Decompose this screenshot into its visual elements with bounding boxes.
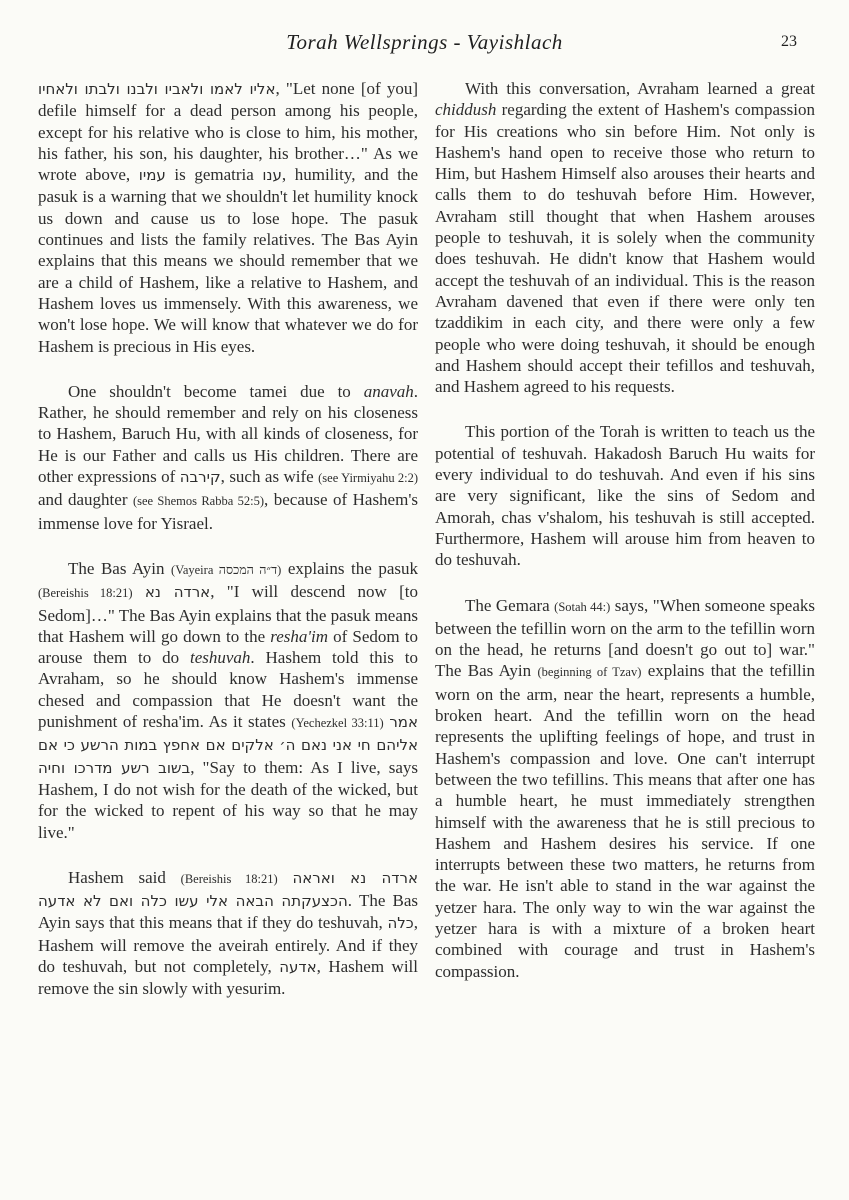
citation: (Yechezkel 33:11) — [291, 716, 384, 731]
hebrew-text: קירבה — [179, 468, 221, 487]
body-text: , because of Hashem's immense love for Yisrael. — [38, 490, 419, 533]
body-text: explains the pasuk — [281, 558, 418, 578]
hebrew-text: אמר אליהם חי אני נאם ה׳ אלקים אם אחפץ במות הרשע כי אם בשוב רשע מדרכו וחיה — [38, 713, 419, 777]
body-text: This portion of the Torah is written to teach us the potential of teshuvah. Hakadosh Baruch Hu waits for every individual to do teshuvah. And even if his sins are very significant, like the sins of Sedom and Amorah, chas v'shalom, his teshuvah is still accepted. Furthermore, Hashem will arouse him from heaven to do teshuvah. — [435, 422, 815, 570]
citation: (Vayeira ד״ה המכסה) — [171, 562, 282, 577]
body-text: , "Say to them: As I live, says Hashem, I do not wish for the death of the wicked, but for the wicked to repent of his way so that he may live." — [38, 757, 419, 842]
body-text: The Gemara — [465, 595, 555, 615]
citation: (see Yirmiyahu 2:2) — [318, 471, 419, 486]
body-text: chiddush — [435, 100, 497, 120]
body-text: is gematria — [165, 165, 263, 185]
body-text: The Bas Ayin — [68, 558, 172, 578]
body-text: of Sedom to arouse them to do — [38, 626, 418, 668]
left-column — [38, 78, 418, 1000]
body-text: resha'im — [270, 626, 329, 646]
citation: (beginning of Tzav) — [537, 665, 642, 680]
body-text: . Hashem told this to Avraham, so he should know Hashem's immense chesed and compassion that He doesn't want the punishment of resha'im. As it states — [38, 648, 418, 732]
citation: (Bereishis 18:21) — [38, 586, 133, 601]
body-text: says, "When someone speaks between the tefillin worn on the arm to the tefillin worn on the head, he returns [and doesn't go out to] war." The Bas Ayin — [435, 595, 815, 681]
paragraph — [435, 421, 815, 570]
citation: (Bereishis 18:21) — [180, 871, 278, 886]
body-text: teshuvah — [189, 648, 251, 668]
hebrew-text: אליו לאמו ולאביו ולבנו ולבתו ולאחיו — [38, 80, 276, 98]
paragraph — [38, 867, 418, 1000]
body-text: One shouldn't become tamei due to — [68, 381, 364, 401]
paragraph — [38, 78, 418, 357]
body-text: , "I will descend now [to Sedom]…" The Bas Ayin explains that the pasuk means that Hashem will go down to the — [38, 582, 418, 646]
page-header — [0, 0, 849, 58]
hebrew-text: אדעה — [279, 957, 317, 976]
citation: (Sotah 44:) — [554, 599, 611, 614]
body-text — [133, 582, 145, 601]
body-text — [278, 868, 293, 887]
hebrew-text: ענו — [262, 166, 282, 185]
text-columns — [0, 58, 849, 1000]
body-text: . Rather, he should remember and rely on his closeness to Hashem, Baruch Hu, with all kinds of closeness, for He is our Father and calls us His children. There are other expressions of — [38, 381, 418, 487]
page-title: Torah Wellsprings - Vayishlach — [286, 30, 563, 54]
body-text: , such as wife — [220, 467, 319, 487]
body-text: explains that the tefillin worn on the arm, near the heart, represents a humble, broken heart. And the tefillin worn on the head represents the uplifting feelings of hope, and trust in Hashem's compassion and love. One can't interrupt between the two tefillins. This means that after one has a humble heart, he must immediately strengthen himself with the awareness that he is still precious to Hashem and Hashem desires his service. If one interrupts between these two matters, he returns from the war. He isn't able to stand in the war against the yetzer hara. The only way to win the war against the yetzer hara is with a mixture of a broken heart combined with courage and trust in Hashem's compassion. — [435, 661, 815, 981]
hebrew-text: כלה — [387, 914, 414, 933]
page-number: 23 — [781, 33, 797, 50]
hebrew-text: ארדה נא — [144, 583, 211, 602]
citation: (see Shemos Rabba 52:5) — [132, 494, 265, 509]
paragraph — [435, 78, 815, 397]
body-text: Hashem said — [68, 867, 181, 887]
hebrew-text: עמיו — [138, 166, 166, 185]
paragraph — [38, 558, 418, 843]
body-text: and daughter — [38, 490, 133, 510]
body-text: . The Bas Ayin says that this means that if they do teshuvah, — [38, 891, 418, 933]
hebrew-text: ארדה נא ואראה הכצעקתה הבאה אלי עשו כלה ואם לא אדעה — [38, 868, 418, 911]
right-column — [435, 78, 815, 1000]
body-text: , Hashem will remove the sin slowly with yesurim. — [38, 956, 418, 999]
body-text: anavah — [363, 381, 414, 401]
body-text: , humility, and the pasuk is a warning that we shouldn't let humility knock us down and cause us to lose hope. The pasuk continues and lists the family relatives. The Bas Ayin explains that this means we should remember that we are a child of Hashem, like a relative to Hashem, and Hashem loves us immensely. With this awareness, we won't lose hope. We will know that whatever we do for Hashem is precious in His eyes. — [38, 165, 418, 356]
body-text: With this conversation, Avraham learned a great — [465, 79, 815, 98]
body-text: regarding the extent of Hashem's compassion for His creations who sin before Him. Not only is Hashem's hand open to receive those who return to Him, but Hashem Himself also arouses their hearts and calls them to do teshuvah before Him. However, Avraham still thought that when Hashem arouses people to teshuvah, it is solely when the community does teshuvah. He didn't know that Hashem would accept the teshuvah of an individual. This is the reason Avraham davened that even if there were only ten tzaddikim in each city, and there were only a few people who were doing teshuvah, it should be enough and Hashem should accept their tefillos and teshuvah, and Hashem agreed to his requests. — [435, 100, 815, 397]
paragraph — [38, 381, 418, 534]
body-text: , Hashem will remove the aveirah entirely. And if they do teshuvah, but not completely, — [38, 913, 418, 976]
paragraph — [435, 595, 815, 982]
body-text: , "Let none [of you] defile himself for a dead person among his people, except for his relative who is close to him, his mother, his father, his son, his daughter, his brother…" As we wrote above, — [38, 79, 418, 185]
